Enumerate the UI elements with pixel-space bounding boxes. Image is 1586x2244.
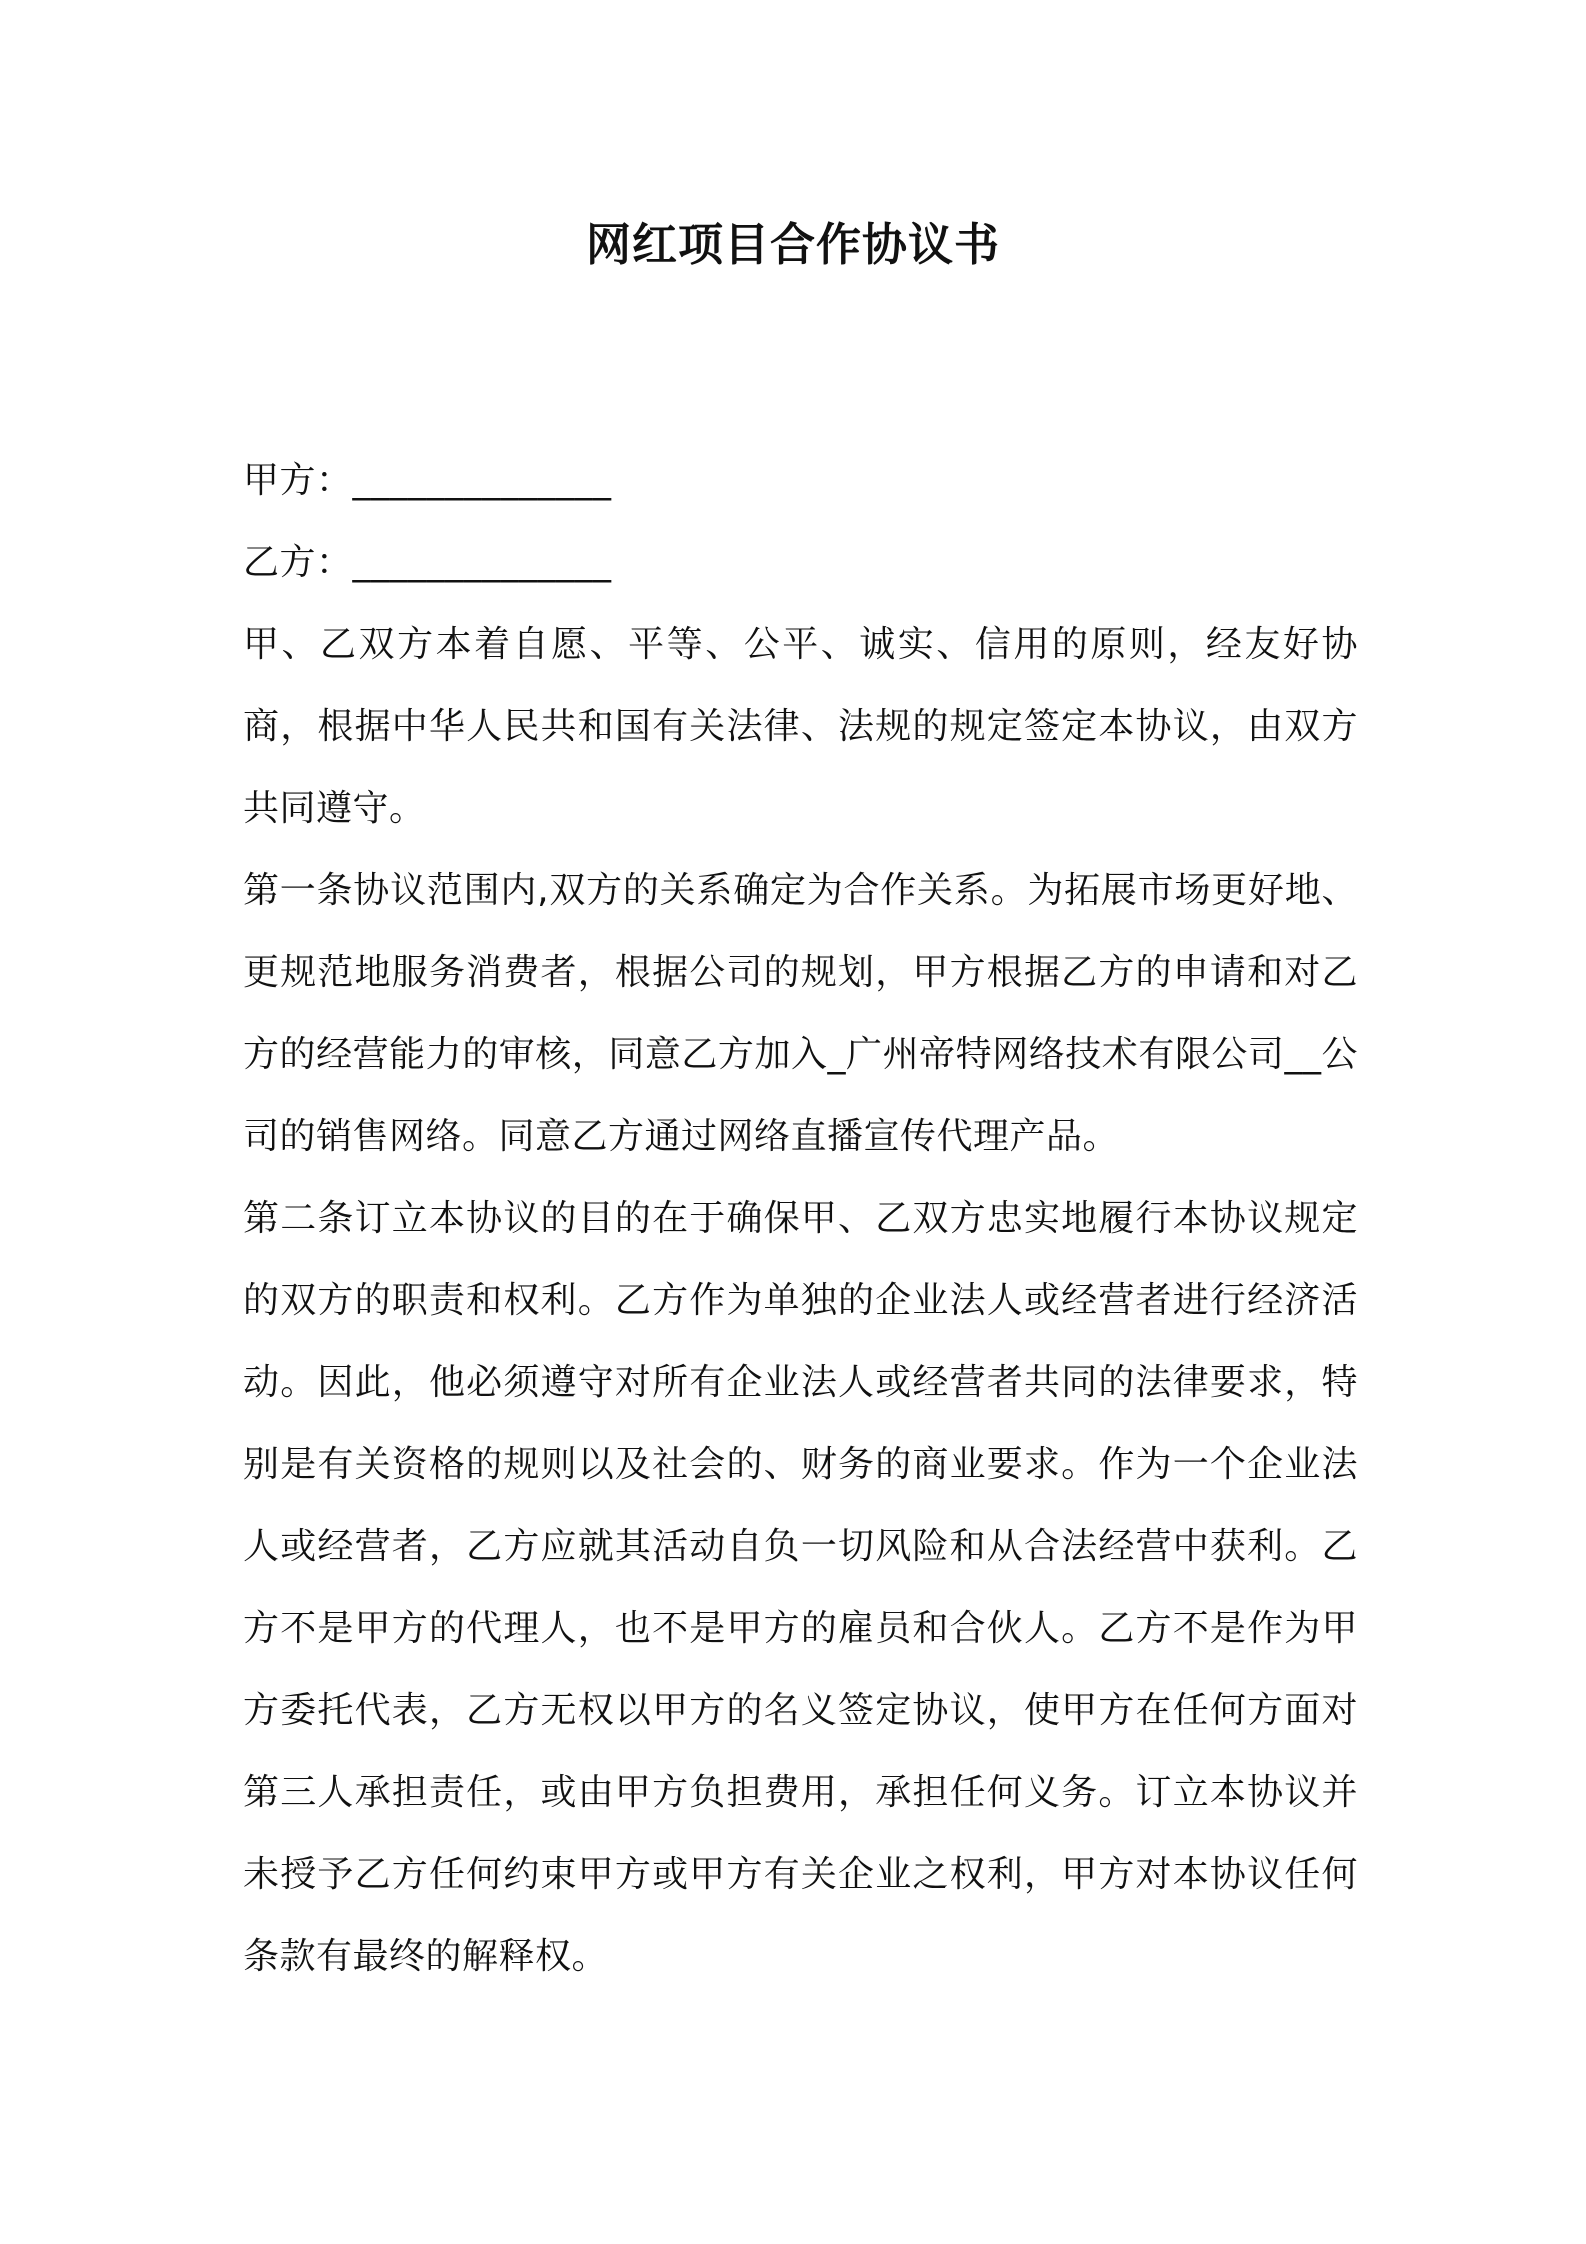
article-two-paragraph: 第二条订立本协议的目的在于确保甲、乙双方忠实地履行本协议规定的双方的职责和权利。乙方作为单独的企业法人或经营者进行经济活动。因此，他必须遵守对所有企业法人或经营者共同的法律要求，特别是有关资格的规则以及社会的、财务的商业要求。作为一个企业法人或经营者，乙方应就其活动自负一切风险和从合法经营中获利。乙方不是甲方的代理人，也不是甲方的雇员和合伙人。乙方不是作为甲方委托代表，乙方无权以甲方的名义签定协议，使甲方在任何方面对第三人承担责任，或由甲方负担费用，承担任何义务。订立本协议并未授予乙方任何约束甲方或甲方有关企业之权利，甲方对本协议任何条款有最终的解释权。 xyxy=(243,1198,1358,1977)
article-one-paragraph: 第一条协议范围内,双方的关系确定为合作关系。为拓展市场更好地、更规范地服务消费者，根据公司的规划，甲方根据乙方的申请和对乙方的经营能力的审核，同意乙方加入_广州帝特网络技术有限公司__公司的销售网络。同意乙方通过网络直播宣传代理产品。 xyxy=(243,870,1358,1157)
document-body xyxy=(243,440,1358,1998)
party-a-line: 甲方：______________ xyxy=(243,460,612,501)
preamble-paragraph: 甲、乙双方本着自愿、平等、公平、诚实、信用的原则，经友好协商，根据中华人民共和国有关法律、法规的规定签定本协议，由双方共同遵守。 xyxy=(243,624,1358,829)
document-title: 网红项目合作协议书 xyxy=(585,218,1000,271)
party-b-line: 乙方：______________ xyxy=(243,542,612,583)
